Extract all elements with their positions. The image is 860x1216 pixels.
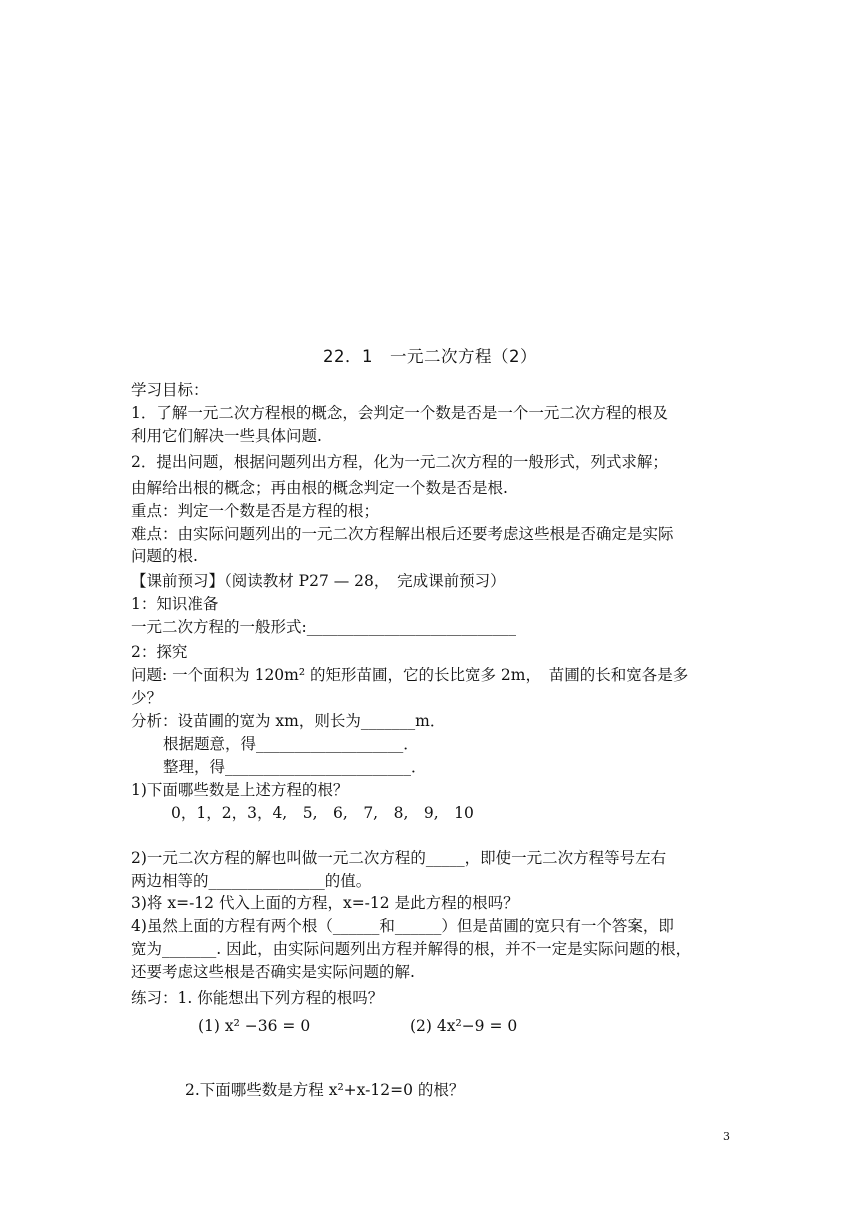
objective-1-line-1: 1．了解一元二次方程根的概念，会判定一个数是否是一个一元二次方程的根及 (131, 404, 668, 422)
question-4-line-1: 4)虽然上面的方程有两个根（______和______）但是苗圃的宽只有一个答案，即 (131, 917, 674, 935)
problem-line-2: 少？ (131, 689, 163, 707)
question-2-line-2: 两边相等的_______________的值。 (131, 872, 372, 890)
key-point: 重点：判定一个数是否是方程的根； (131, 502, 380, 520)
objective-1-line-2: 利用它们解决一些具体问题. (131, 427, 322, 445)
exercise-heading: 练习：1. 你能想出下列方程的根吗？ (131, 989, 384, 1007)
question-4-line-3: 还要考虑这些根是否确实是实际问题的解. (131, 963, 415, 981)
candidate-numbers: 0，1，2，3，4, 5, 6, 7, 8, 9, 10 (171, 804, 474, 822)
exercise-equation-1: (1) x² −36 = 0 (198, 1017, 311, 1035)
knowledge-heading: 1：知识准备 (131, 595, 219, 613)
analysis-line: 分析：设苗圃的宽为 xm，则长为_______m． (131, 712, 446, 730)
page-title: 22．1 一元二次方程（2） (323, 347, 537, 366)
objective-2-line-1: 2．提出问题，根据问题列出方程，化为一元二次方程的一般形式，列式求解； (131, 453, 668, 471)
exercise-equation-2: (2) 4x²−9 = 0 (410, 1017, 518, 1035)
page-number: 3 (723, 1130, 730, 1143)
question-1: 1)下面哪些数是上述方程的根？ (131, 781, 349, 799)
explore-heading: 2：探究 (131, 643, 188, 661)
question-4-line-2: 宽为_______. 因此，由实际问题列出方程并解得的根，并不一定是实际问题的根， (131, 940, 692, 958)
exercise-2: 2.下面哪些数是方程 x²+x-12=0 的根？ (185, 1081, 465, 1099)
objective-2-line-2: 由解给出根的概念；再由根的概念判定一个数是否是根. (131, 479, 508, 497)
difficulty-line-1: 难点：由实际问题列出的一元二次方程解出根后还要考虑这些根是否确定是实际 (131, 525, 674, 543)
general-form-question: 一元二次方程的一般形式:___________________________ (131, 618, 516, 636)
question-3: 3)将 x=-12 代入上面的方程，x=-12 是此方程的根吗？ (131, 894, 519, 912)
preview-heading: 【课前预习】（阅读教材 P27 — 28， 完成课前预习） (131, 572, 506, 590)
objectives-heading: 学习目标： (131, 381, 209, 399)
by-meaning-line: 根据题意，得___________________． (163, 735, 419, 753)
simplify-line: 整理，得________________________． (163, 758, 427, 776)
question-2-line-1: 2)一元二次方程的解也叫做一元二次方程的_____，即使一元二次方程等号左右 (131, 849, 667, 867)
problem-line-1: 问题: 一个面积为 120m² 的矩形苗圃，它的长比宽多 2m， 苗圃的长和宽各是多 (131, 666, 689, 684)
difficulty-line-2: 问题的根. (131, 547, 198, 565)
